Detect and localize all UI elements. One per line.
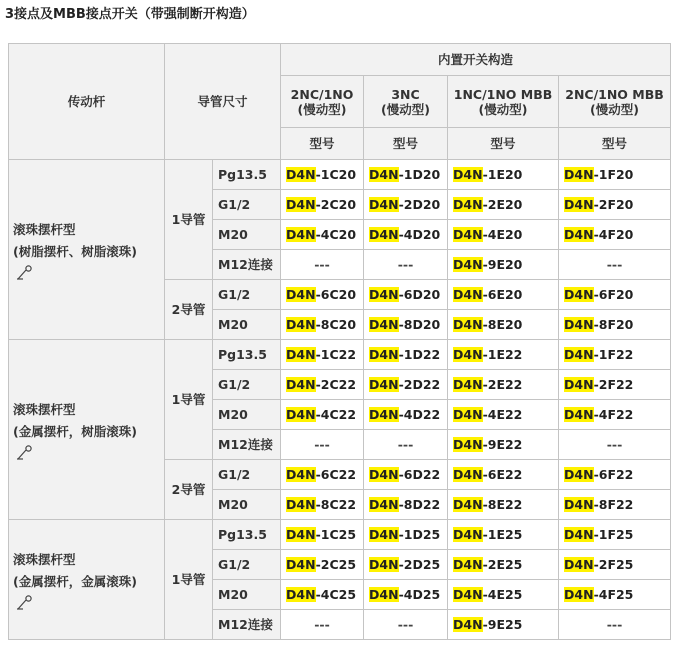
model-prefix: D4N [564, 557, 594, 572]
model-number-cell [364, 580, 448, 610]
conduit-size-cell: M20 [213, 220, 281, 250]
model-number-cell [448, 160, 559, 190]
model-suffix: -4E20 [482, 227, 523, 242]
model-suffix: -4C22 [315, 407, 357, 422]
model-prefix: D4N [453, 407, 483, 422]
model-suffix: -2F20 [593, 197, 634, 212]
model-number-cell [448, 250, 559, 280]
model-number-cell [364, 190, 448, 220]
model-prefix: D4N [453, 197, 483, 212]
model-suffix: -1C22 [315, 347, 357, 362]
model-prefix: D4N [564, 527, 594, 542]
unavailable-cell: --- [364, 610, 448, 640]
model-number-cell [448, 280, 559, 310]
model-suffix: -1F25 [593, 527, 634, 542]
table-row [9, 160, 671, 190]
model-number-cell [281, 460, 364, 490]
model-prefix: D4N [453, 287, 483, 302]
model-suffix: -1D25 [398, 527, 441, 542]
model-prefix: D4N [564, 287, 594, 302]
column-header-1nc-1no-mbb: 1NC/1NO MBB (慢动型) [448, 76, 559, 128]
model-prefix: D4N [286, 197, 316, 212]
unavailable-cell: --- [281, 430, 364, 460]
lever-type-label: (金属摆杆，金属滚珠) [13, 573, 137, 589]
model-suffix: -4E22 [482, 407, 523, 422]
model-number-cell [559, 160, 671, 190]
model-suffix: -2D22 [398, 377, 441, 392]
conduit-size-cell: G1/2 [213, 370, 281, 400]
model-prefix: D4N [286, 557, 316, 572]
builtin-structure-header: 内置开关构造 [281, 44, 671, 76]
unavailable-cell: --- [364, 430, 448, 460]
model-prefix: D4N [286, 287, 316, 302]
model-number-cell [364, 280, 448, 310]
model-prefix: D4N [453, 377, 483, 392]
model-suffix: -2C20 [315, 197, 357, 212]
model-number-cell [364, 460, 448, 490]
model-number-cell [364, 310, 448, 340]
roller-lever-icon [13, 445, 164, 461]
model-prefix: D4N [286, 167, 316, 182]
model-suffix: -9E25 [482, 617, 523, 632]
model-prefix: D4N [564, 467, 594, 482]
model-number-cell [448, 460, 559, 490]
model-number-cell [281, 280, 364, 310]
model-suffix: -6F20 [593, 287, 634, 302]
model-number-cell [559, 340, 671, 370]
model-prefix: D4N [286, 467, 316, 482]
lever-type-label: 滚珠摆杆型 [13, 551, 76, 567]
model-number-cell [448, 580, 559, 610]
conduit-count-cell: 2导管 [165, 460, 213, 520]
model-suffix: -6E20 [482, 287, 523, 302]
model-suffix: -6C20 [315, 287, 357, 302]
model-prefix: D4N [286, 527, 316, 542]
unavailable-cell: --- [281, 250, 364, 280]
model-prefix: D4N [453, 227, 483, 242]
model-number-cell [559, 280, 671, 310]
lever-type-label: 滚珠摆杆型 [13, 221, 76, 237]
model-number-cell [281, 190, 364, 220]
model-prefix: D4N [369, 557, 399, 572]
model-number-cell [281, 490, 364, 520]
model-prefix: D4N [369, 347, 399, 362]
model-suffix: -1C25 [315, 527, 357, 542]
model-prefix: D4N [453, 467, 483, 482]
model-number-cell [448, 370, 559, 400]
table-row [9, 520, 671, 550]
model-suffix: -6D20 [398, 287, 441, 302]
model-suffix: -1E22 [482, 347, 523, 362]
model-label: 型号 [559, 128, 671, 160]
unavailable-cell: --- [364, 250, 448, 280]
model-prefix: D4N [369, 497, 399, 512]
model-number-cell [364, 340, 448, 370]
model-suffix: -4C25 [315, 587, 357, 602]
model-suffix: -2E22 [482, 377, 523, 392]
model-number-cell [364, 220, 448, 250]
model-prefix: D4N [286, 347, 316, 362]
lever-type-cell [9, 160, 165, 340]
model-number-cell [559, 190, 671, 220]
unavailable-cell: --- [281, 610, 364, 640]
model-number-cell [281, 370, 364, 400]
model-suffix: -1F22 [593, 347, 634, 362]
model-prefix: D4N [453, 557, 483, 572]
conduit-count-cell: 2导管 [165, 280, 213, 340]
model-number-cell [448, 610, 559, 640]
lever-type-cell [9, 340, 165, 520]
unavailable-cell: --- [559, 430, 671, 460]
table-body [9, 160, 671, 640]
model-suffix: -8D22 [398, 497, 441, 512]
lever-type-label: (金属摆杆，树脂滚珠) [13, 423, 137, 439]
conduit-size-cell: Pg13.5 [213, 340, 281, 370]
model-prefix: D4N [369, 197, 399, 212]
conduit-count-cell: 1导管 [165, 340, 213, 460]
conduit-size-cell: G1/2 [213, 190, 281, 220]
model-suffix: -6D22 [398, 467, 441, 482]
model-number-cell [448, 520, 559, 550]
conduit-size-cell: M20 [213, 580, 281, 610]
roller-lever-icon [13, 595, 164, 611]
conduit-size-cell: M20 [213, 490, 281, 520]
model-suffix: -6C22 [315, 467, 357, 482]
model-number-cell [559, 310, 671, 340]
roller-lever-icon [13, 265, 164, 281]
model-number-cell [281, 550, 364, 580]
model-number-cell [448, 190, 559, 220]
model-suffix: -8F22 [593, 497, 634, 512]
model-suffix: -4D20 [398, 227, 441, 242]
conduit-size-cell: M12连接 [213, 250, 281, 280]
table-row [9, 340, 671, 370]
model-suffix: -4F22 [593, 407, 634, 422]
model-suffix: -2D20 [398, 197, 441, 212]
conduit-count-cell: 1导管 [165, 160, 213, 280]
unavailable-cell: --- [559, 610, 671, 640]
model-suffix: -2E20 [482, 197, 523, 212]
model-number-cell [281, 310, 364, 340]
model-suffix: -8F20 [593, 317, 634, 332]
model-label: 型号 [448, 128, 559, 160]
model-number-cell [281, 220, 364, 250]
model-prefix: D4N [369, 317, 399, 332]
table-header [9, 44, 671, 160]
model-prefix: D4N [453, 617, 483, 632]
model-number-cell [448, 310, 559, 340]
model-prefix: D4N [369, 407, 399, 422]
model-number-cell [448, 400, 559, 430]
model-prefix: D4N [453, 527, 483, 542]
model-prefix: D4N [564, 317, 594, 332]
model-prefix: D4N [369, 167, 399, 182]
model-prefix: D4N [286, 317, 316, 332]
model-prefix: D4N [369, 227, 399, 242]
model-number-cell [448, 490, 559, 520]
conduit-size-cell: G1/2 [213, 460, 281, 490]
model-number-cell [364, 370, 448, 400]
model-number-cell [281, 520, 364, 550]
model-number-cell [559, 490, 671, 520]
model-prefix: D4N [564, 377, 594, 392]
model-number-cell [281, 400, 364, 430]
model-prefix: D4N [564, 227, 594, 242]
model-suffix: -4F25 [593, 587, 634, 602]
model-prefix: D4N [564, 587, 594, 602]
model-number-cell [448, 550, 559, 580]
page-title: 3接点及MBB接点开关（带强制断开构造） [5, 7, 255, 22]
model-number-cell [559, 460, 671, 490]
column-header-3nc: 3NC (慢动型) [364, 76, 448, 128]
model-suffix: -8C22 [315, 497, 357, 512]
column-header-2nc-1no: 2NC/1NO (慢动型) [281, 76, 364, 128]
conduit-size-cell: M20 [213, 310, 281, 340]
model-suffix: -4D25 [398, 587, 441, 602]
lever-type-cell [9, 520, 165, 640]
model-suffix: -4E25 [482, 587, 523, 602]
model-suffix: -1F20 [593, 167, 634, 182]
model-prefix: D4N [564, 497, 594, 512]
model-number-cell [559, 520, 671, 550]
model-prefix: D4N [564, 197, 594, 212]
model-suffix: -8C20 [315, 317, 357, 332]
conduit-size-cell: M12连接 [213, 430, 281, 460]
model-prefix: D4N [369, 377, 399, 392]
model-suffix: -2F25 [593, 557, 634, 572]
model-prefix: D4N [286, 407, 316, 422]
model-number-cell [448, 430, 559, 460]
model-number-cell [364, 160, 448, 190]
model-suffix: -1D20 [398, 167, 441, 182]
model-prefix: D4N [286, 587, 316, 602]
model-suffix: -4F20 [593, 227, 634, 242]
lever-type-label: (树脂摆杆、树脂滚珠) [13, 243, 137, 259]
lever-type-label: 滚珠摆杆型 [13, 401, 76, 417]
model-prefix: D4N [369, 287, 399, 302]
model-number-cell [559, 400, 671, 430]
model-prefix: D4N [564, 347, 594, 362]
model-number-cell [281, 160, 364, 190]
model-prefix: D4N [453, 317, 483, 332]
model-prefix: D4N [453, 347, 483, 362]
model-suffix: -2C22 [315, 377, 357, 392]
model-number-cell [448, 220, 559, 250]
conduit-size-cell: M20 [213, 400, 281, 430]
model-number-cell [364, 520, 448, 550]
model-prefix: D4N [453, 437, 483, 452]
model-prefix: D4N [453, 587, 483, 602]
model-suffix: -8E22 [482, 497, 523, 512]
model-prefix: D4N [286, 227, 316, 242]
model-number-cell [559, 550, 671, 580]
model-prefix: D4N [453, 497, 483, 512]
model-suffix: -1E25 [482, 527, 523, 542]
model-label: 型号 [364, 128, 448, 160]
model-prefix: D4N [564, 167, 594, 182]
model-suffix: -9E22 [482, 437, 523, 452]
model-number-cell [364, 550, 448, 580]
model-suffix: -4C20 [315, 227, 357, 242]
column-header-2nc-1no-mbb: 2NC/1NO MBB (慢动型) [559, 76, 671, 128]
model-number-cell [559, 370, 671, 400]
model-prefix: D4N [369, 467, 399, 482]
conduit-size-cell: G1/2 [213, 280, 281, 310]
model-suffix: -8D20 [398, 317, 441, 332]
model-suffix: -2D25 [398, 557, 441, 572]
model-prefix: D4N [564, 407, 594, 422]
model-prefix: D4N [453, 167, 483, 182]
model-table [8, 43, 671, 640]
model-number-cell [281, 340, 364, 370]
model-suffix: -8E20 [482, 317, 523, 332]
model-number-cell [364, 490, 448, 520]
model-number-cell [281, 580, 364, 610]
model-prefix: D4N [369, 527, 399, 542]
conduit-size-header: 导管尺寸 [165, 44, 281, 160]
model-suffix: -2C25 [315, 557, 357, 572]
conduit-size-cell: M12连接 [213, 610, 281, 640]
model-number-cell [559, 580, 671, 610]
model-prefix: D4N [286, 497, 316, 512]
model-suffix: -1D22 [398, 347, 441, 362]
model-suffix: -4D22 [398, 407, 441, 422]
conduit-size-cell: Pg13.5 [213, 160, 281, 190]
model-suffix: -6E22 [482, 467, 523, 482]
conduit-size-cell: Pg13.5 [213, 520, 281, 550]
model-suffix: -9E20 [482, 257, 523, 272]
model-prefix: D4N [453, 257, 483, 272]
model-number-cell [448, 340, 559, 370]
model-number-cell [364, 400, 448, 430]
model-number-cell [559, 220, 671, 250]
model-suffix: -6F22 [593, 467, 634, 482]
model-label: 型号 [281, 128, 364, 160]
conduit-count-cell: 1导管 [165, 520, 213, 640]
model-suffix: -1C20 [315, 167, 357, 182]
model-prefix: D4N [286, 377, 316, 392]
model-prefix: D4N [369, 587, 399, 602]
model-suffix: -1E20 [482, 167, 523, 182]
model-suffix: -2E25 [482, 557, 523, 572]
model-suffix: -2F22 [593, 377, 634, 392]
unavailable-cell: --- [559, 250, 671, 280]
conduit-size-cell: G1/2 [213, 550, 281, 580]
lever-header: 传动杆 [9, 44, 165, 160]
